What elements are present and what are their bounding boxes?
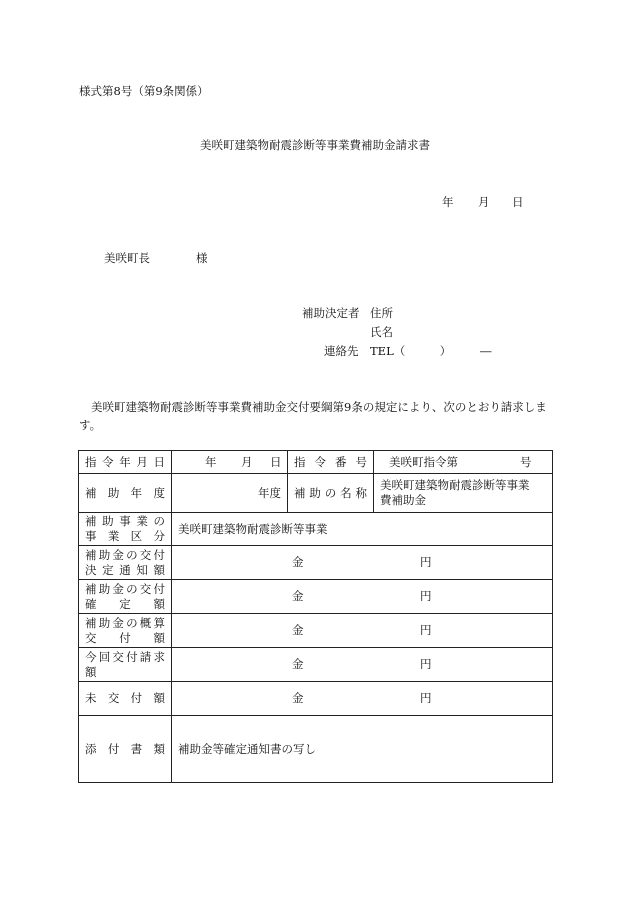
yen-suffix: 円 [420,691,432,705]
yen-prefix: 金 [292,657,304,671]
order-number-label: 指令番号 [288,451,374,474]
tel-field: TEL（ ） ― [370,344,492,358]
subsidy-name-value [374,474,553,513]
table-row [79,451,553,474]
addressee: 美咲町長 [104,251,150,265]
document-title: 美咲町建築物耐震診断等事業費補助金請求書 [200,138,430,152]
table-row [79,474,553,513]
order-date-value [172,451,288,474]
applicant-label: 補助決定者 [302,306,360,320]
unissued-amount-label: 未交付額 [79,682,172,716]
confirmed-amount-label [79,580,172,614]
body-text-line2: す。 [79,418,102,432]
yen-suffix: 円 [420,555,432,569]
subsidy-year-label: 補助年度 [79,474,172,513]
subsidy-name-line2: 費補助金 [380,493,426,507]
yen-prefix: 金 [292,691,304,705]
decision-notice-amount-label-line1: 補助金の交付 [85,547,165,562]
date-month: 月 [478,195,490,209]
table-row [79,546,553,580]
table-row [79,580,553,614]
project-category-label-line1: 補助事業の [85,514,165,528]
order-date-label: 指令年月日 [79,451,172,474]
subsidy-name-label: 補助の名称 [288,474,374,513]
current-claim-amount-label: 今回交付請求額 [79,648,172,682]
decision-notice-amount-value [172,546,553,580]
table-row [79,513,553,546]
decision-notice-amount-label [79,546,172,580]
order-number-value [374,451,553,474]
name-label: 氏名 [370,325,393,339]
confirmed-amount-label-line1: 補助金の交付 [85,581,165,596]
subsidy-name-line1: 美咲町建築物耐震診断等事業 [380,478,530,492]
yen-prefix: 金 [292,623,304,637]
table-row [79,682,553,716]
subsidy-year-value: 年度 [172,474,288,513]
unissued-amount-value [172,682,553,716]
order-date-month: 月 [241,454,253,469]
body-text-line1: 美咲町建築物耐震診断等事業費補助金交付要綱第9条の規定により、次のとおり請求しま [91,400,547,414]
address-label: 住所 [370,306,393,320]
order-date-day: 日 [270,454,282,469]
approximate-amount-label-line2: 交付額 [85,630,165,645]
approximate-amount-label-line1: 補助金の概算 [85,615,165,630]
order-number-suffix: 号 [520,454,532,469]
order-number-prefix: 美咲町指令第 [389,454,458,469]
project-category-label-line2: 事業区分 [85,529,165,543]
contact-label: 連絡先 [324,344,359,358]
table-row [79,614,553,648]
form-number: 様式第8号（第9条関係） [79,84,209,98]
project-category-label [79,513,172,546]
order-date-year: 年 [205,454,217,469]
current-claim-amount-value [172,648,553,682]
approximate-amount-value [172,614,553,648]
attachments-value: 補助金等確定通知書の写し [172,716,553,783]
yen-suffix: 円 [420,657,432,671]
yen-prefix: 金 [292,555,304,569]
approximate-amount-label [79,614,172,648]
table-row [79,716,553,783]
yen-suffix: 円 [420,623,432,637]
attachments-label: 添付書類 [79,716,172,783]
table-row [79,648,553,682]
confirmed-amount-value [172,580,553,614]
date-day: 日 [512,195,524,209]
honorific: 様 [196,251,208,265]
date-year: 年 [442,195,454,209]
project-category-value: 美咲町建築物耐震診断等事業 [172,513,553,546]
yen-prefix: 金 [292,589,304,603]
decision-notice-amount-label-line2: 決定通知額 [85,562,165,577]
confirmed-amount-label-line2: 確定額 [85,596,165,611]
claim-form-table [78,450,553,783]
yen-suffix: 円 [420,589,432,603]
